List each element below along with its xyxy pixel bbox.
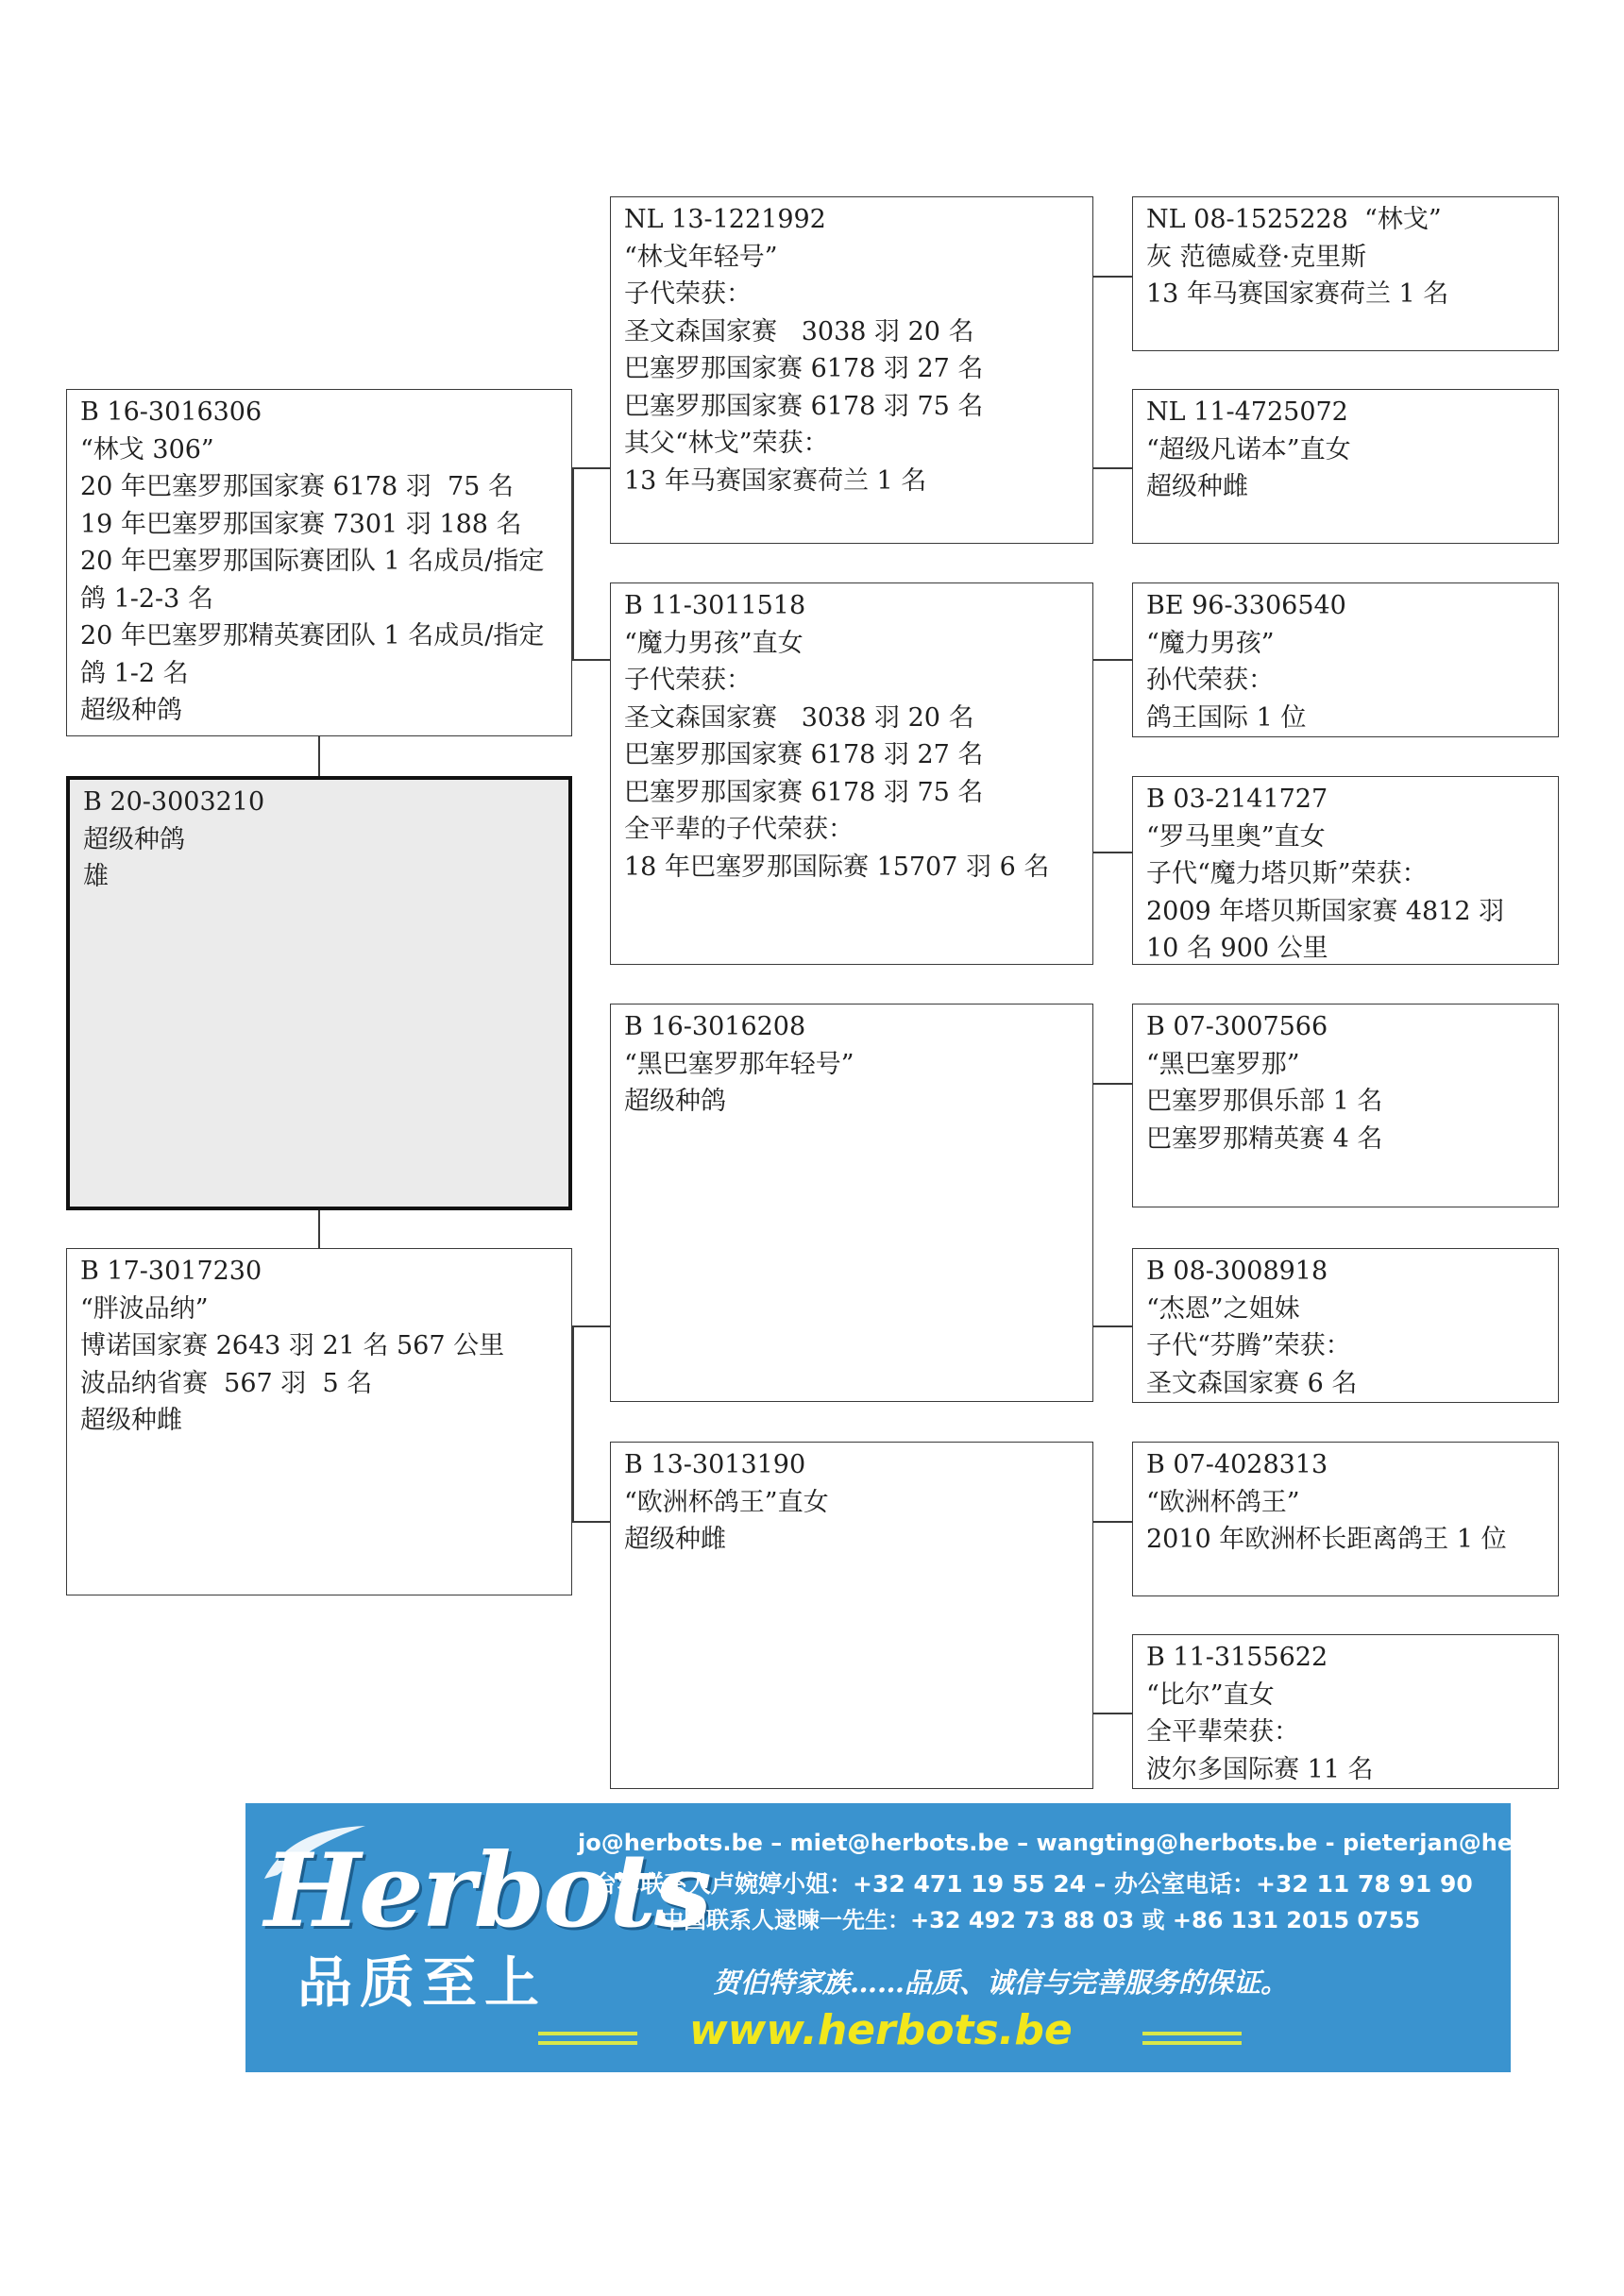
connector-line [572,1325,610,1327]
dam-dam-dam-card [1132,1634,1559,1789]
connector-line [1093,1521,1132,1523]
pigeon-name: “罗马里奥”直女 [1146,821,1326,852]
pedigree-line: 超级种雌 [624,1525,726,1554]
dam-dam-sire-card [1132,1442,1559,1596]
connector-line [318,1210,320,1248]
dam-sire-dam-card [1132,1248,1559,1403]
pedigree-line: 圣文森国家赛 3038 羽 20 名 [624,702,974,733]
pedigree-line: 巴塞罗那俱乐部 1 名 [1146,1087,1383,1116]
pedigree-line: 2009 年塔贝斯国家赛 4812 羽 10 名 900 公里 [1146,896,1513,963]
connector-line [572,1521,610,1523]
pedigree-line: 20 年巴塞罗那国家赛 6178 羽 75 名 [80,472,514,501]
sire-dam-sire-card [1132,582,1559,737]
ring-number: B 16-3016306 [80,397,262,427]
dam-card [66,1248,572,1595]
ring-number: BE 96-3306540 [1146,591,1346,620]
ring-number: B 08-3008918 [1146,1257,1328,1286]
dam-sire-card [610,1004,1093,1402]
ring-number: B 03-2141727 [1146,785,1328,814]
ring-number: NL 11-4725072 [1146,397,1348,427]
connector-line [1093,659,1132,661]
sire-dam-card [610,582,1093,965]
ring-number: NL 08-1525228 “林戈” [1146,205,1442,234]
ring-number: NL 13-1221992 [624,205,826,234]
pedigree-line: 超级种鸽 [80,696,182,725]
pedigree-line: 19 年巴塞罗那国家赛 7301 羽 188 名 [80,509,522,539]
sire-card [66,389,572,736]
pedigree-line: 13 年马赛国家赛荷兰 1 名 [624,465,927,496]
ring-number: B 20-3003210 [83,787,265,817]
pigeon-name: “林戈年轻号” [624,242,778,272]
connector-line [572,467,574,660]
taiwan-contact: 台湾联系人卢婉婷小姐：+32 471 19 55 24 – 办公室电话：+32 11 78 91 90 [593,1870,1473,1898]
pigeon-name: “魔力男孩” [1146,628,1275,658]
connector-line [572,1325,574,1522]
connector-line [1093,852,1132,853]
pedigree-line: 孙代荣获： [1146,666,1274,695]
china-contact: 中国联系人逯暕一先生：+32 492 73 88 03 或 +86 131 2015 0755 [661,1907,1421,1933]
pedigree-line: 波尔多国际赛 11 名 [1146,1754,1374,1784]
pigeon-name: “比尔”直女 [1146,1680,1275,1710]
pedigree-line: 子代荣获： [624,666,752,695]
pedigree-line: 圣文森国家赛 3038 羽 20 名 [624,316,974,346]
pedigree-line: 全平辈荣获： [1146,1717,1299,1747]
pigeon-name: “黑巴塞罗那年轻号” [624,1049,854,1079]
pigeon-name: “黑巴塞罗那” [1146,1049,1300,1079]
pedigree-line: 子代荣获： [624,279,752,309]
pedigree-line: 巴塞罗那精英赛 4 名 [1146,1123,1383,1154]
pigeon-name: 灰 范德威登·克里斯 [1146,242,1367,272]
pigeon-name: “欧洲杯鸽王”直女 [624,1487,829,1517]
ring-number: B 11-3155622 [1146,1643,1328,1672]
pedigree-line: 子代“魔力塔贝斯”荣获： [1146,859,1428,888]
connector-line [1093,1083,1132,1085]
pigeon-name: “林戈 306” [80,434,214,464]
pedigree-line: 鸽王国际 1 位 [1146,702,1307,733]
website-link[interactable]: www.herbots.be [689,2006,1073,2054]
connector-line [572,467,610,469]
pigeon-name: 超级种鸽 [83,824,185,854]
sire-sire-dam-card [1132,389,1559,544]
pedigree-line: 子代“芬腾”荣获： [1146,1331,1351,1360]
pedigree-line: 雄 [83,862,109,891]
pedigree-line: 20 年巴塞罗那国际赛团队 1 名成员/指定鸽 1-2-3 名 [80,547,545,614]
contact-emails: jo@herbots.be – miet@herbots.be – wangting@herbots.be - pieterjan@herbots.be [578,1830,1620,1856]
connector-line [572,659,610,661]
decorative-stripe [538,2032,637,2035]
connector-line [1093,1713,1132,1714]
pigeon-name: “超级凡诺本”直女 [1146,434,1351,464]
pedigree-line: 13 年马赛国家赛荷兰 1 名 [1146,279,1449,309]
ring-number: B 16-3016208 [624,1012,806,1041]
connector-line [1093,276,1132,278]
pigeon-name: “杰恩”之姐妹 [1146,1293,1300,1324]
connector-line [1093,1325,1132,1327]
connector-line [1093,467,1132,469]
pedigree-line: 巴塞罗那国家赛 6178 羽 75 名 [624,777,984,807]
herbots-banner [245,1803,1620,2072]
pedigree-line: 18 年巴塞罗那国际赛 15707 羽 6 名 [624,852,1050,882]
ring-number: B 07-4028313 [1146,1450,1328,1479]
pedigree-line: 全平辈的子代荣获： [624,815,854,844]
pedigree-line: 巴塞罗那国家赛 6178 羽 27 名 [624,354,984,383]
connector-line [318,736,320,776]
dam-dam-card [610,1442,1093,1789]
sire-sire-card [610,196,1093,544]
sire-dam-dam-card [1132,776,1559,965]
decorative-stripe [538,2041,637,2045]
decorative-stripe [1142,2032,1242,2035]
pedigree-line: 2010 年欧洲杯长距离鸽王 1 位 [1146,1525,1507,1554]
slogan: 品质至上 [297,1950,548,2015]
pedigree-line: 巴塞罗那国家赛 6178 羽 27 名 [624,740,984,769]
sire-sire-sire-card [1132,196,1559,351]
ring-number: B 17-3017230 [80,1257,262,1286]
pedigree-line: 波品纳省赛 567 羽 5 名 [80,1368,373,1398]
ring-number: B 13-3013190 [624,1450,806,1479]
pedigree-line: 圣文森国家赛 6 名 [1146,1368,1358,1398]
pedigree-line: 超级种雌 [1146,472,1248,501]
subject-pigeon-card [66,776,572,1210]
pedigree-line: 其父“林戈”荣获： [624,429,829,458]
pedigree-line: 20 年巴塞罗那精英赛团队 1 名成员/指定鸽 1-2 名 [80,621,545,688]
ring-number: B 07-3007566 [1146,1012,1328,1041]
herbots-logo: Herbots [264,1832,710,1950]
pigeon-name: “魔力男孩”直女 [624,628,804,658]
pedigree-line: 超级种雌 [80,1406,182,1435]
pigeon-name: “欧洲杯鸽王” [1146,1487,1300,1517]
dam-sire-sire-card [1132,1004,1559,1207]
ring-number: B 11-3011518 [624,591,806,620]
pigeon-name: “胖波品纳” [80,1293,209,1324]
pedigree-line: 超级种鸽 [624,1087,726,1116]
pedigree-line: 博诺国家赛 2643 羽 21 名 567 公里 [80,1331,505,1360]
decorative-stripe [1142,2041,1242,2045]
motto: 贺伯特家族……品质、诚信与完善服务的保证。 [713,1967,1289,1999]
pedigree-line: 巴塞罗那国家赛 6178 羽 75 名 [624,391,984,421]
